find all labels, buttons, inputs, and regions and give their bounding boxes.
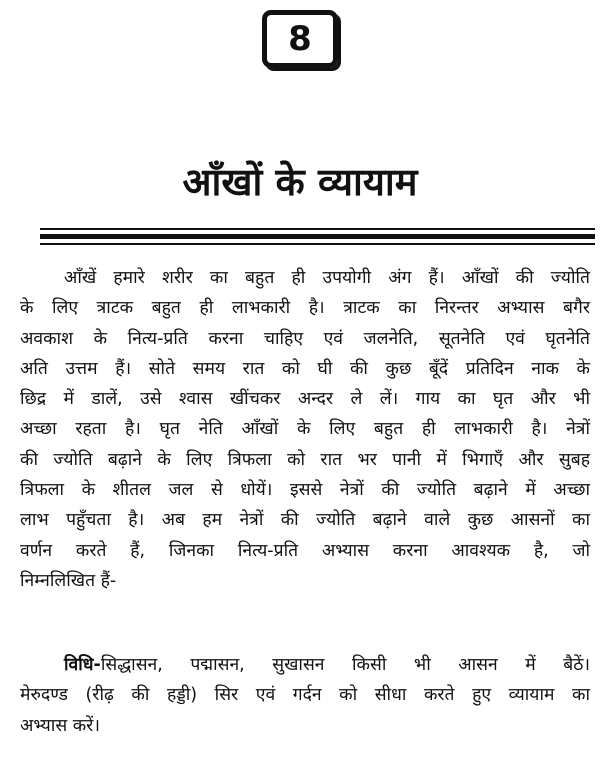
- paragraph-line: की ज्योति बढ़ाने के लिए त्रिफला को रात भर पानी में भिगाएँ और सुबह: [20, 449, 590, 470]
- method-text: सिद्धासन, पद्मासन, सुखासन किसी भी आसन में बैठें।: [100, 655, 590, 675]
- paragraph-line: मेरुदण्ड (रीढ़ की हड्डी) सिर एवं गर्दन को सीधा करते हुए व्यायाम का: [20, 685, 590, 706]
- method-paragraph: [20, 650, 590, 741]
- paragraph-line: वर्णन करते हैं, जिनका नित्य-प्रति अभ्यास करना आवश्यक है, जो: [20, 540, 590, 561]
- chapter-title: आँखों के व्यायाम: [182, 160, 418, 204]
- paragraph-line: [20, 650, 590, 680]
- paragraph-line: अवकाश के नित्य-प्रति करना चाहिए एवं जलनेति, सूतनेति एवं घृतनेति: [20, 328, 590, 349]
- method-label: विधि-: [64, 655, 101, 675]
- paragraph-line: अति उत्तम हैं। सोते समय रात को घी की कुछ बूँदें प्रतिदिन नाक के: [20, 358, 590, 379]
- intro-paragraph: [20, 263, 590, 596]
- paragraph-line: अच्छा रहता है। घृत नेति आँखों के लिए बहुत ही लाभकारी है। नेत्रों: [20, 419, 590, 440]
- paragraph-line: लाभ पहुँचता है। अब हम नेत्रों की ज्योति बढ़ाने वाले कुछ आसनों का: [20, 510, 590, 531]
- paragraph-line: आँखें हमारे शरीर का बहुत ही उपयोगी अंग हैं। आँखों की ज्योति: [64, 268, 590, 288]
- paragraph-line: के लिए त्राटक बहुत ही लाभकारी है। त्राटक का निरन्तर अभ्यास बगैर: [20, 298, 590, 319]
- title-divider-bottom: [40, 243, 595, 245]
- title-divider-middle: [40, 234, 595, 239]
- paragraph-line: निम्नलिखित हैं-: [20, 570, 117, 591]
- paragraph-line: त्रिफला के शीतल जल से धोयें। इससे नेत्रों की ज्योति बढ़ाने में अच्छा: [20, 480, 590, 501]
- title-divider-top: [40, 228, 595, 230]
- chapter-number-box: [262, 10, 338, 68]
- chapter-number: 8: [288, 19, 312, 59]
- paragraph-line: छिद्र में डालें, उसे श्वास खींचकर अन्दर ले लें। गाय का घृत और भी: [20, 389, 590, 410]
- paragraph-line: अभ्यास करें।: [20, 715, 100, 736]
